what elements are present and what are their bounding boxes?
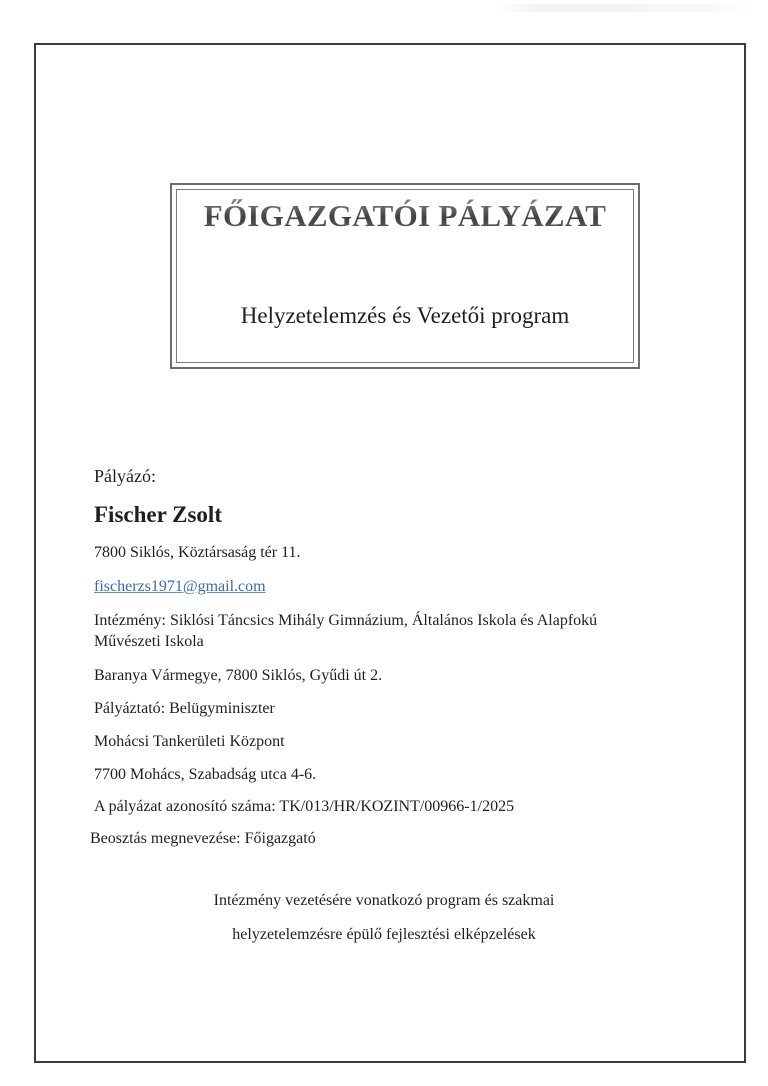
tender-id-line: A pályázat azonosító száma: TK/013/HR/KOZINT/00966-1/2025 <box>94 798 515 815</box>
applicant-email-link[interactable]: fischerzs1971@gmail.com <box>94 578 266 595</box>
institution-address: Baranya Vármegye, 7800 Siklós, Gyűdi út 2. <box>94 667 383 684</box>
document-subtitle: Helyzetelemzés és Vezetői program <box>240 303 570 328</box>
announcer-organization: Mohácsi Tankerületi Központ <box>94 733 285 750</box>
applicant-name: Fischer Zsolt <box>94 502 222 527</box>
institution-line-1: Intézmény: Siklósi Táncsics Mihály Gimnázium, Általános Iskola és Alapfokú <box>94 612 598 629</box>
closing-line-1: Intézmény vezetésére vonatkozó program és szakmai <box>213 892 555 909</box>
applicant-email-line <box>94 576 266 597</box>
announcer-address: 7700 Mohács, Szabadság utca 4-6. <box>94 766 317 783</box>
title-box-inner-border <box>176 189 634 363</box>
institution-line-2: Művészeti Iskola <box>94 633 204 650</box>
scan-artifact <box>494 4 754 12</box>
applicant-address: 7800 Siklós, Köztársaság tér 11. <box>94 544 301 561</box>
document-title: FŐIGAZGATÓI PÁLYÁZAT <box>177 198 633 234</box>
closing-line-2: helyzetelemzésre épülő fejlesztési elképzelések <box>232 926 536 943</box>
title-box <box>170 183 640 369</box>
position-line: Beosztás megnevezése: Főigazgató <box>90 830 316 847</box>
announcer-line: Pályáztató: Belügyminiszter <box>94 700 275 717</box>
applicant-label: Pályázó: <box>94 466 156 486</box>
